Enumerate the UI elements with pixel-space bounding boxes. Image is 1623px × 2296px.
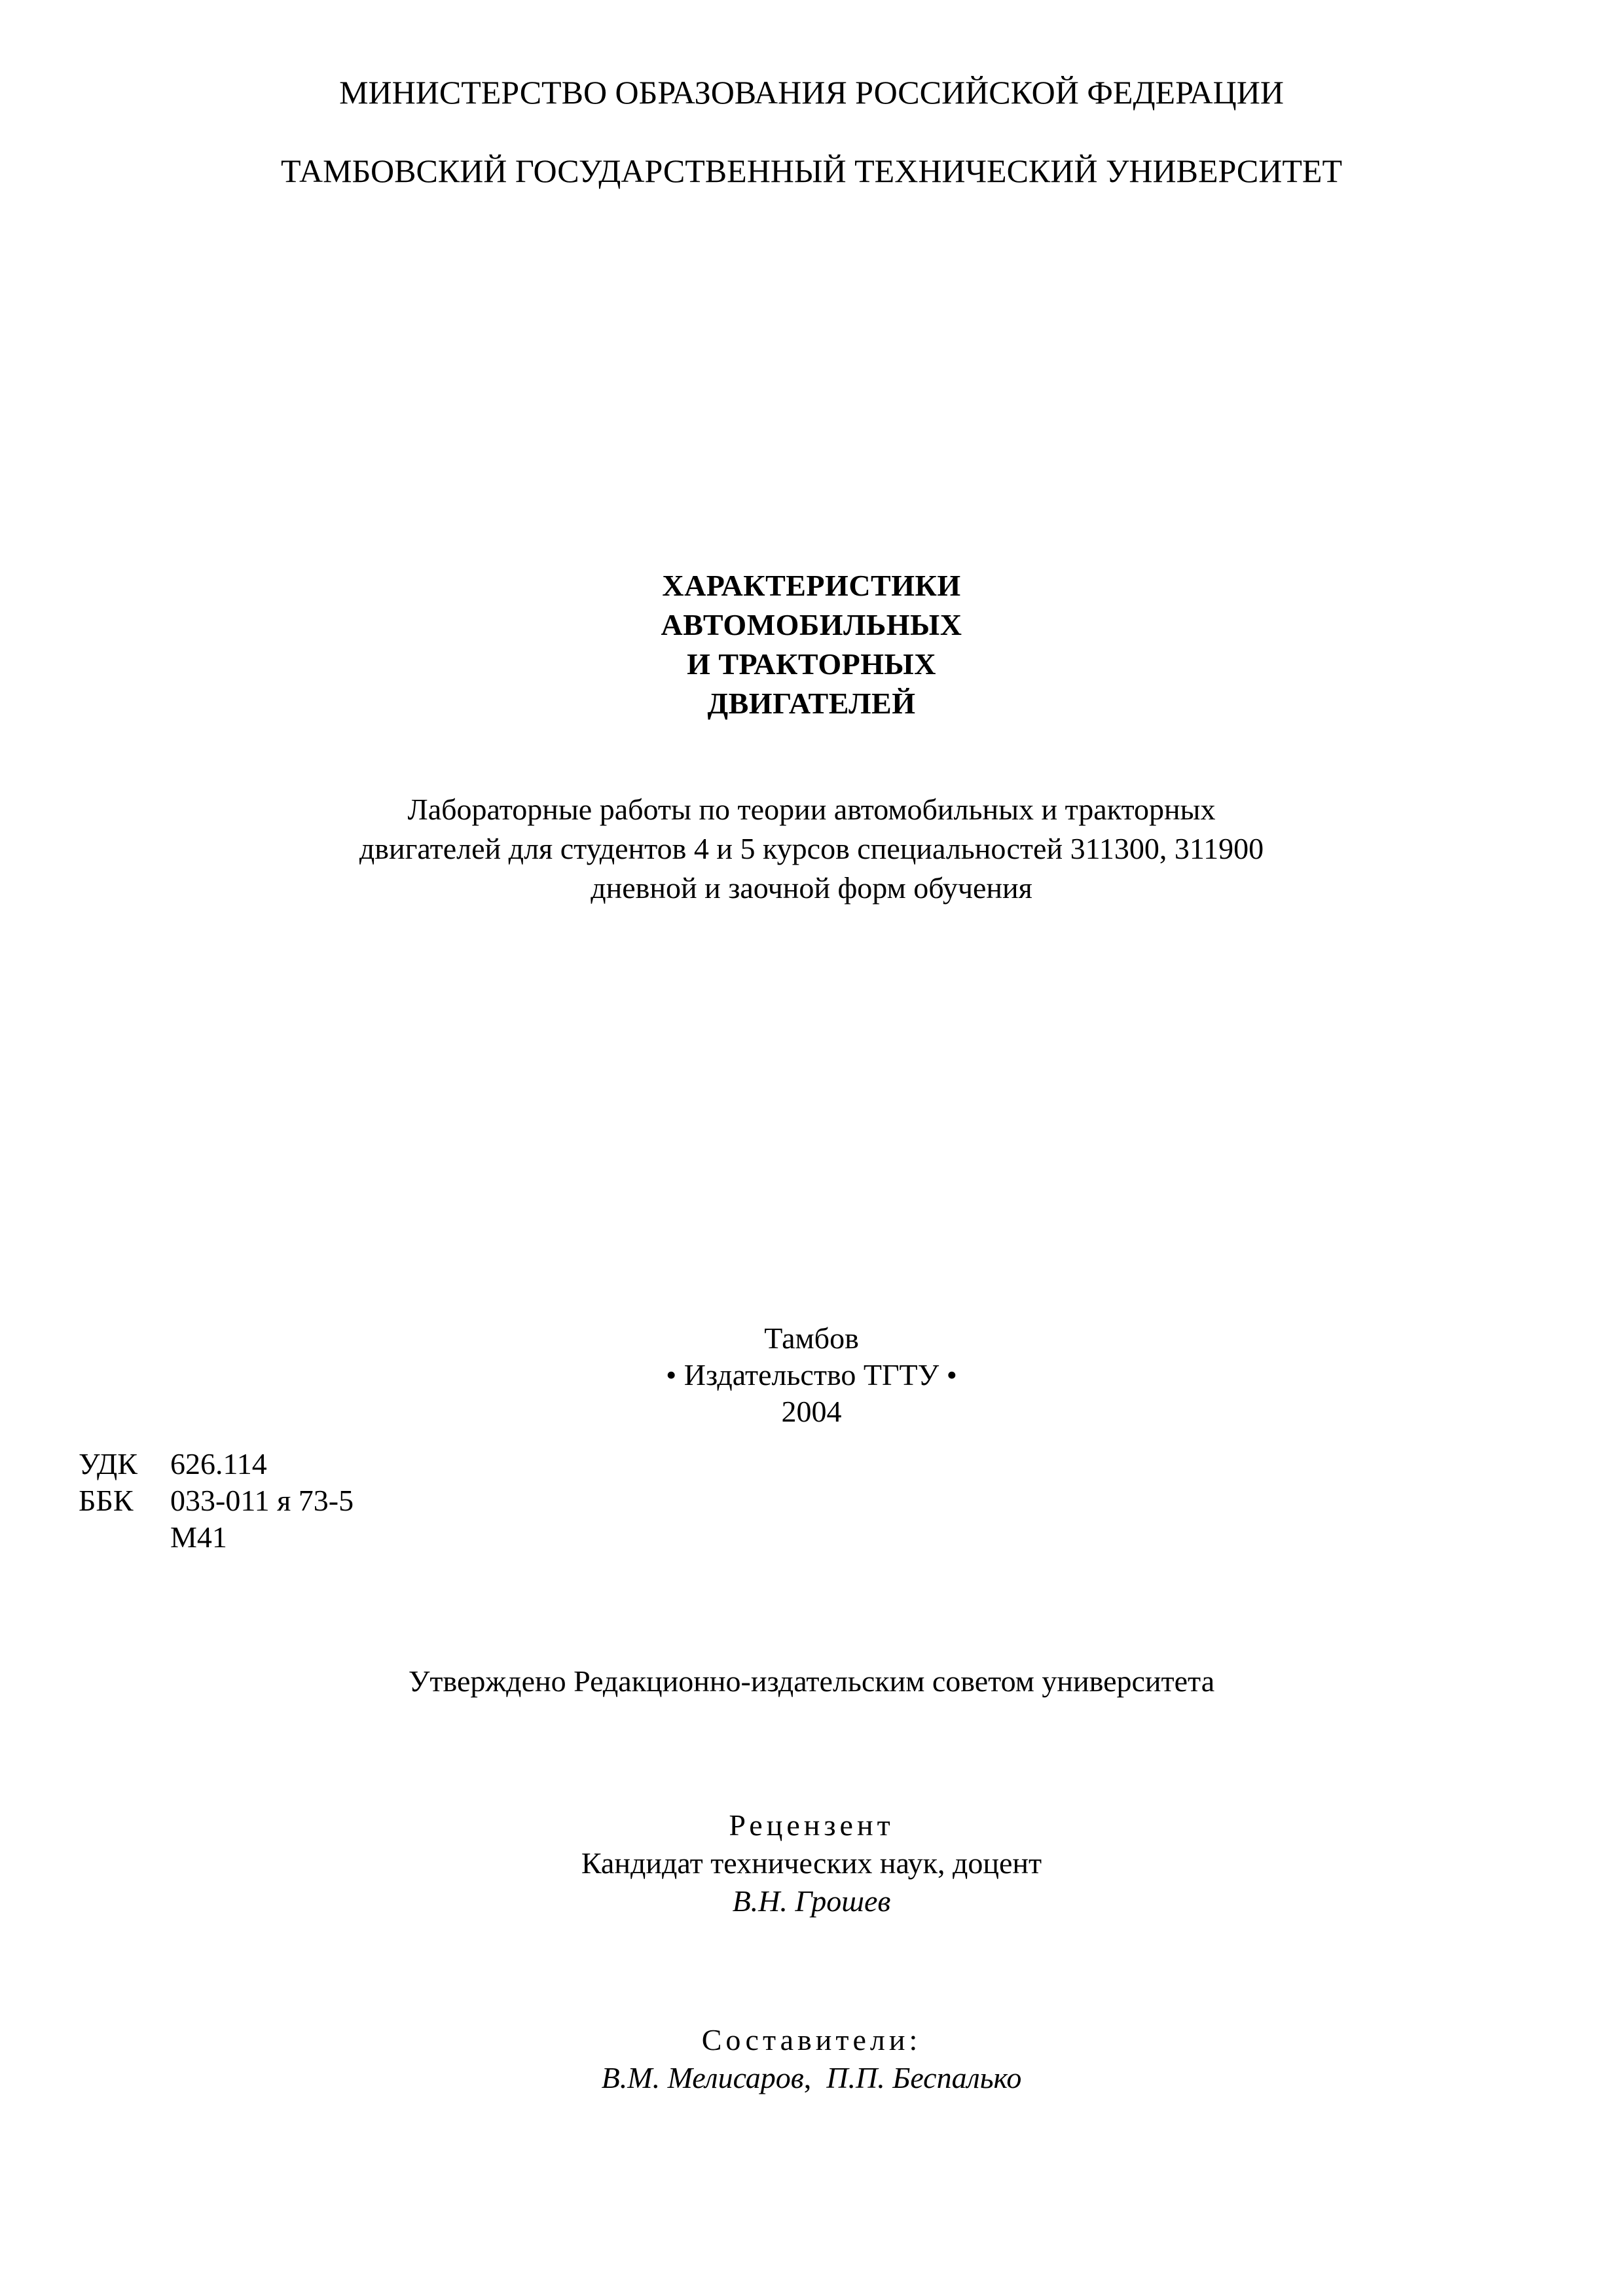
compiler-name-1: В.М. Мелисаров <box>601 2061 804 2094</box>
bbk-value: 033-011 я 73-5 <box>170 1484 354 1517</box>
reviewer-position: Кандидат технических наук, доцент <box>581 1846 1042 1880</box>
university-heading: ТАМБОВСКИЙ ГОСУДАРСТВЕННЫЙ ТЕХНИЧЕСКИЙ УНИВЕРСИТЕТ <box>281 152 1342 189</box>
author-mark: М41 <box>170 1520 227 1554</box>
imprint-year: 2004 <box>781 1395 842 1428</box>
udk-label: УДК <box>79 1447 137 1480</box>
compiler-name-2: П.П. Беспалько <box>826 2061 1022 2094</box>
compilers-heading: Составители: <box>701 2023 922 2056</box>
imprint-publisher-line <box>0 1357 1623 1392</box>
udk-value: 626.114 <box>170 1447 267 1480</box>
bbk-label: ББК <box>79 1484 134 1517</box>
compilers-names <box>0 2060 1623 2095</box>
compiler-separator: , <box>803 2061 812 2094</box>
reviewer-heading: Рецензент <box>729 1808 894 1842</box>
subtitle-line-2: двигателей для студентов 4 и 5 курсов специальностей 311300, 311900 <box>359 832 1264 865</box>
bullet-right: • <box>946 1358 957 1391</box>
subtitle-line-1: Лабораторные работы по теории автомобильных и тракторных <box>407 793 1216 826</box>
ministry-heading: МИНИСТЕРСТВО ОБРАЗОВАНИЯ РОССИЙСКОЙ ФЕДЕРАЦИИ <box>339 74 1284 111</box>
imprint-city: Тамбов <box>764 1321 859 1355</box>
title-line-4: ДВИГАТЕЛЕЙ <box>707 687 916 720</box>
reviewer-name: В.Н. Грошев <box>732 1884 891 1918</box>
subtitle-line-3: дневной и заочной форм обучения <box>591 871 1032 905</box>
approval-statement: Утверждено Редакционно-издательским советом университета <box>408 1664 1215 1698</box>
bbk-row <box>79 1483 354 1518</box>
udk-row <box>79 1446 267 1481</box>
bullet-left: • <box>666 1358 677 1391</box>
title-line-1: ХАРАКТЕРИСТИКИ <box>662 569 961 602</box>
imprint-publisher: Издательство ТГТУ <box>684 1358 939 1391</box>
title-line-3: И ТРАКТОРНЫХ <box>687 647 936 681</box>
title-line-2: АВТОМОБИЛЬНЫХ <box>661 608 962 641</box>
author-mark-row <box>79 1520 227 1554</box>
